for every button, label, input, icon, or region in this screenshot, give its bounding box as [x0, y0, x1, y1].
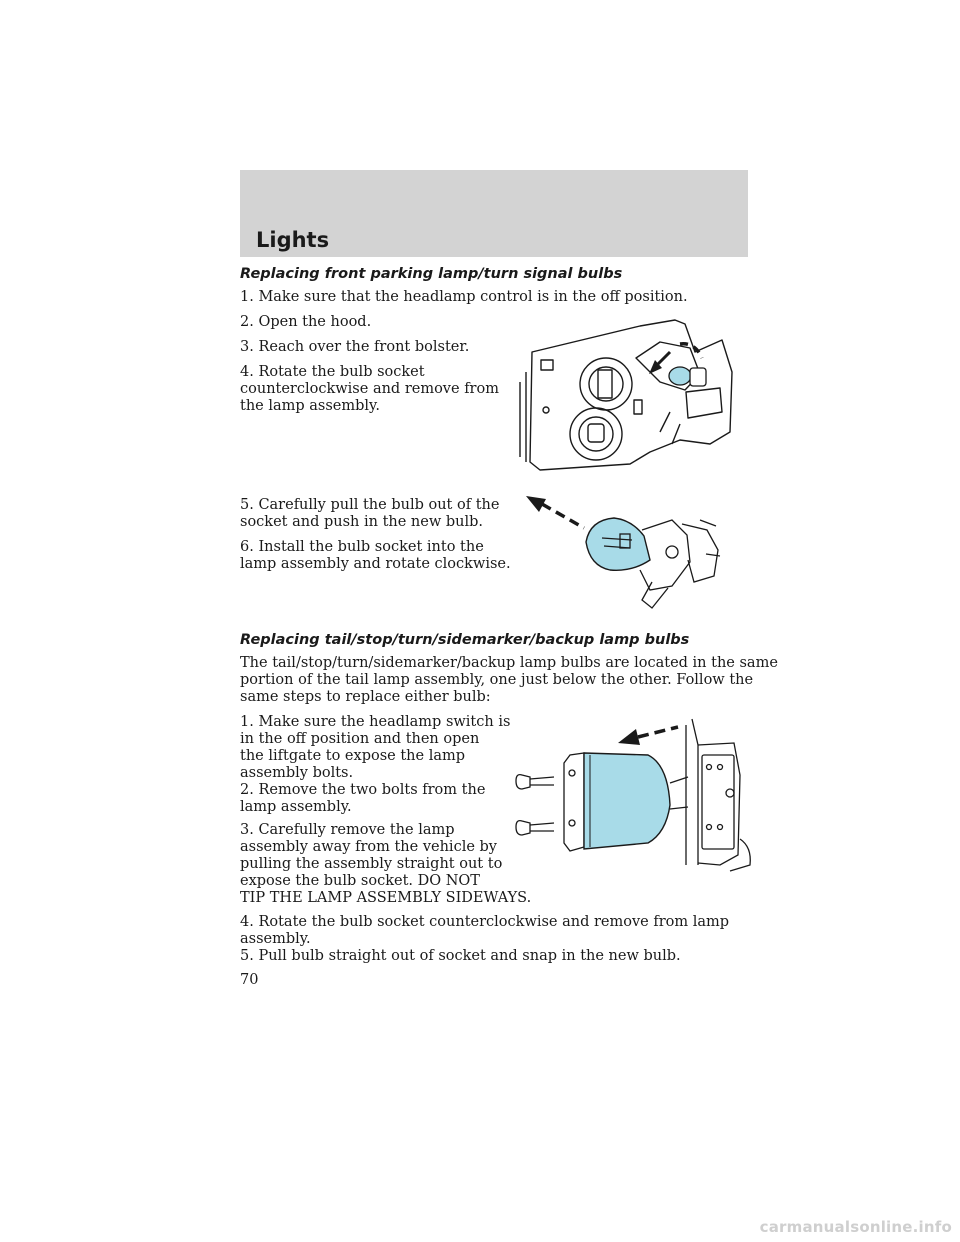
- step-6-line: 6. Install the bulb socket into the: [240, 539, 484, 555]
- bolt-icon: [516, 775, 554, 835]
- tail-step-2: [240, 782, 485, 816]
- intro-line: portion of the tail lamp assembly, one just below the other. Follow the: [240, 672, 754, 688]
- step-4-line: counterclockwise and remove from: [240, 381, 499, 397]
- step-5-line: 5. Carefully pull the bulb out of the: [240, 497, 500, 513]
- tail-step-3: [240, 822, 531, 907]
- section-title: Lights: [256, 228, 330, 252]
- bulb-socket-blue: [669, 367, 706, 386]
- tail-step-1-line: the liftgate to expose the lamp: [240, 748, 466, 764]
- step-5-line: socket and push in the new bulb.: [240, 514, 484, 530]
- remove-direction-arrow: [618, 727, 678, 745]
- intro-line: The tail/stop/turn/sidemarker/backup lamp bulbs are located in the same: [240, 655, 778, 671]
- step-4-line: the lamp assembly.: [240, 398, 380, 414]
- tail-lamp-illustration: [508, 715, 758, 875]
- step-4-line: 4. Rotate the bulb socket: [240, 364, 425, 380]
- step-2: 2. Open the hood.: [240, 314, 372, 330]
- tail-step-2-line: 2. Remove the two bolts from the: [240, 782, 486, 798]
- tail-step-1-line: in the off position and then open: [240, 731, 480, 747]
- section-header: [240, 170, 748, 257]
- heading-tail-lamp: Replacing tail/stop/turn/sidemarker/backup lamp bulbs: [240, 632, 690, 648]
- intro-line: same steps to replace either bulb:: [240, 689, 491, 705]
- tail-step-1-line: 1. Make sure the headlamp switch is: [240, 714, 511, 730]
- tail-step-3-line: assembly away from the vehicle by: [240, 839, 497, 855]
- step-1: 1. Make sure that the headlamp control is in the off position.: [240, 289, 688, 305]
- page-number: 70: [240, 972, 259, 988]
- step-6: [240, 539, 511, 573]
- tail-step-1: [240, 714, 510, 782]
- tail-step-4-line: 4. Rotate the bulb socket counterclockwise and remove from lamp: [240, 914, 730, 930]
- step-3: 3. Reach over the front bolster.: [240, 339, 470, 355]
- bulb-glass: [586, 518, 650, 570]
- step-5: [240, 497, 499, 531]
- tail-step-3-line: TIP THE LAMP ASSEMBLY SIDEWAYS.: [240, 890, 532, 906]
- tail-step-3-line: 3. Carefully remove the lamp: [240, 822, 455, 838]
- tail-step-4: [240, 914, 729, 948]
- tail-step-4-line: assembly.: [240, 931, 311, 947]
- tail-lamp-lens: [584, 753, 670, 849]
- heading-front-parking-lamp: Replacing front parking lamp/turn signal bulbs: [240, 266, 623, 282]
- step-6-line: lamp assembly and rotate clockwise.: [240, 556, 511, 572]
- step-4: [240, 364, 499, 415]
- tail-step-5: 5. Pull bulb straight out of socket and snap in the new bulb.: [240, 948, 681, 964]
- intro-paragraph: [240, 655, 778, 706]
- pull-direction-arrow: [526, 496, 584, 528]
- tail-step-3-line: expose the bulb socket. DO NOT: [240, 873, 480, 889]
- tail-step-3-line: pulling the assembly straight out to: [240, 856, 503, 872]
- headlamp-assembly-illustration: [510, 312, 740, 472]
- bulb-removal-illustration: [522, 490, 742, 615]
- tail-step-2-line: lamp assembly.: [240, 799, 352, 815]
- watermark: carmanualsonline.info: [759, 1218, 952, 1236]
- tail-step-1-line: assembly bolts.: [240, 765, 354, 781]
